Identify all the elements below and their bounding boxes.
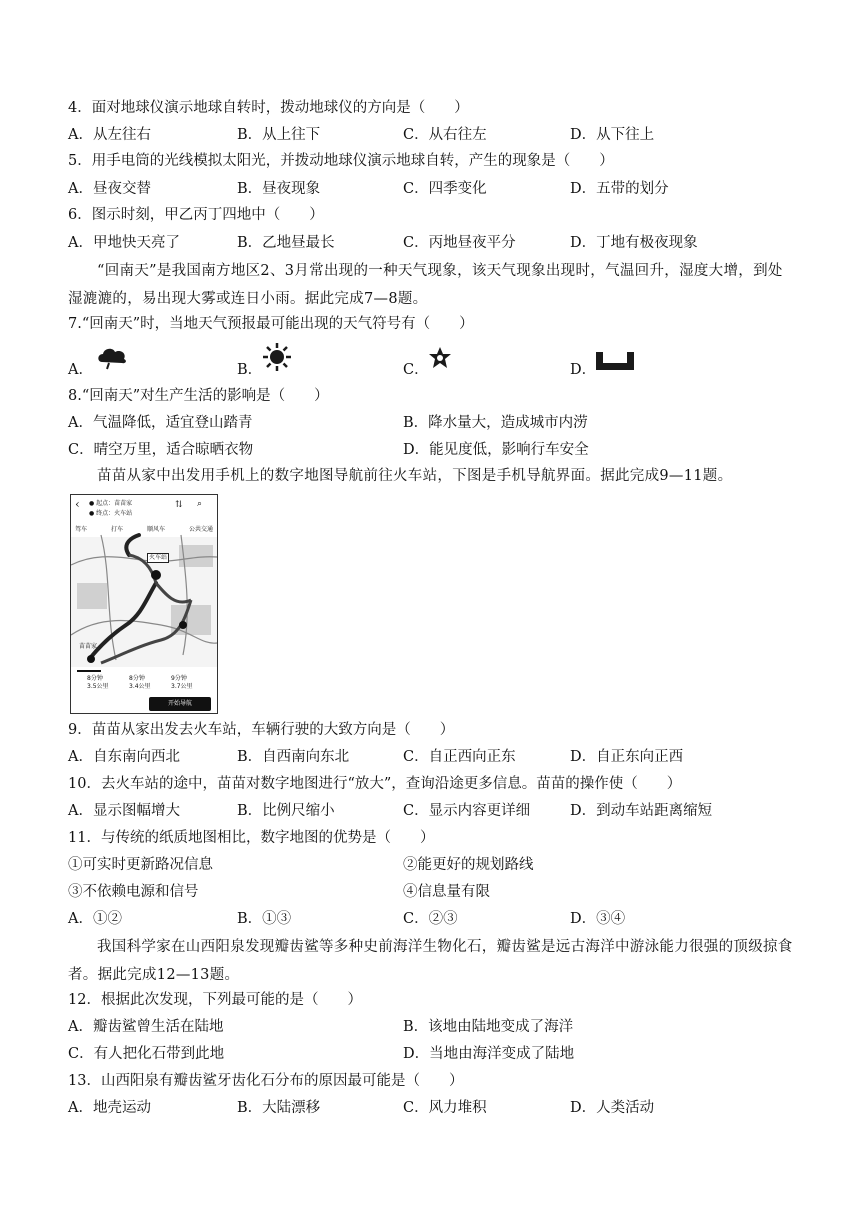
map-start-label: ● 起点：苗苗家 [89,500,133,507]
q5-option-b[interactable]: B．昼夜现象 [237,181,321,197]
q4-option-c[interactable]: C．从右往左 [403,127,487,143]
q11-option-d[interactable]: D．③④ [570,911,626,927]
q12-stem: 12．根据此次发现，下列最可能的是（ ） [68,992,362,1008]
start-navigation-button[interactable]: 开始导航 [167,700,192,707]
q8-option-d[interactable]: D．能见度低，影响行车安全 [403,442,589,458]
q9-option-b[interactable]: B．自西南向东北 [237,749,350,765]
q11-item-4: ④信息量有限 [403,884,490,900]
q12-option-c[interactable]: C．有人把化石带到此地 [68,1046,225,1062]
q5-option-c[interactable]: C．四季变化 [403,181,487,197]
q8-option-c[interactable]: C．晴空万里，适合晾晒衣物 [68,442,254,458]
back-arrow-icon[interactable]: ‹ [75,497,80,511]
q12-option-b[interactable]: B．该地由陆地变成了海洋 [403,1019,574,1035]
q6-option-c[interactable]: C．丙地昼夜平分 [403,235,516,251]
q11-item-1: ①可实时更新路况信息 [68,857,213,873]
station-marker-label: 火车站 [149,554,168,561]
q13-option-d[interactable]: D．人类活动 [570,1100,655,1116]
q8-stem: 8.“回南天”对生产生活的影响是（ ） [68,388,329,404]
q7-stem: 7.“回南天”时，当地天气预报最可能出现的天气符号有（ ） [68,316,474,332]
swap-icon[interactable]: ⇅ [175,500,183,510]
home-marker-label: 苗苗家 [79,643,98,650]
q9-option-c[interactable]: C．自正西向正东 [403,749,516,765]
tab-drive[interactable]: 驾车 [75,526,88,533]
q4-stem: 4．面对地球仪演示地球自转时，拨动地球仪的方向是（ ） [68,100,469,116]
q5-option-a[interactable]: A．昼夜交替 [68,181,151,197]
navigation-map [70,494,218,714]
q5-stem: 5．用手电筒的光线模拟太阳光，并拨动地球仪演示地球自转，产生的现象是（ ） [68,153,614,169]
map-end-label: ● 终点：火车站 [89,510,133,517]
tab-transit[interactable]: 公共交通 [188,526,213,533]
q10-option-d[interactable]: D．到动车站距离缩短 [570,803,713,819]
q6-option-b[interactable]: B．乙地昼最长 [237,235,335,251]
q6-option-a[interactable]: A．甲地快天亮了 [68,235,180,251]
q11-item-3: ③不依赖电源和信号 [68,884,199,900]
q10-option-a[interactable]: A．显示图幅增大 [68,803,180,819]
q7-option-b[interactable]: B． [237,362,263,378]
q4-option-a[interactable]: A．从左往右 [68,127,151,143]
fog-icon [595,351,635,371]
q6-option-d[interactable]: D．丁地有极夜现象 [570,235,698,251]
q9-option-d[interactable]: D．自正东向正西 [570,749,684,765]
q11-item-2: ②能更好的规划路线 [403,857,534,873]
q8-option-a[interactable]: A．气温降低，适宜登山踏青 [68,415,253,431]
q11-option-c[interactable]: C．②③ [403,911,458,927]
q13-option-a[interactable]: A．地壳运动 [68,1100,151,1116]
route-option-3[interactable]: 9分钟 3.7公里 [171,675,193,690]
q6-stem: 6．图示时刻，甲乙丙丁四地中（ ） [68,207,324,223]
q13-stem: 13．山西阳泉有瓣齿鲨牙齿化石分布的原因最可能是（ ） [68,1073,464,1089]
q13-option-c[interactable]: C．风力堆积 [403,1100,487,1116]
q11-option-a[interactable]: A．①② [68,911,122,927]
tab-carpool[interactable]: 顺风车 [146,526,165,533]
q7-option-c[interactable]: C． [403,362,429,378]
q9-stem: 9．苗苗从家出发去火车站，车辆行驶的大致方向是（ ） [68,722,455,738]
q12-option-d[interactable]: D．当地由海洋变成了陆地 [403,1046,575,1062]
q11-option-b[interactable]: B．①③ [237,911,292,927]
q9-option-a[interactable]: A．自东南向西北 [68,749,180,765]
q8-option-b[interactable]: B．降水量大，造成城市内涝 [403,415,588,431]
q13-option-b[interactable]: B．大陆漂移 [237,1100,321,1116]
passage-navigation: 苗苗从家中出发用手机上的数字地图导航前往火车站，下图是手机导航界面。据此完成9—11题。 [97,468,733,484]
q10-option-b[interactable]: B．比例尺缩小 [237,803,335,819]
q4-option-b[interactable]: B．从上往下 [237,127,321,143]
q10-option-c[interactable]: C．显示内容更详细 [403,803,531,819]
tab-taxi[interactable]: 打车 [110,526,123,533]
search-icon[interactable]: ⌕ [197,499,203,509]
rain-cloud-icon [96,346,130,370]
sun-icon [262,342,292,372]
q12-option-a[interactable]: A．瓣齿鲨曾生活在陆地 [68,1019,224,1035]
q5-option-d[interactable]: D．五带的划分 [570,181,669,197]
q7-option-d[interactable]: D． [570,362,597,378]
route-option-1[interactable]: 8分钟 3.5公里 [87,675,109,690]
q10-stem: 10．去火车站的途中，苗苗对数字地图进行“放大”，查询沿途更多信息。苗苗的操作使（ ） [68,776,682,792]
route-option-2[interactable]: 8分钟 3.4公里 [129,675,151,690]
q11-stem: 11．与传统的纸质地图相比，数字地图的优势是（ ） [68,830,435,846]
snowflake-icon [428,346,452,370]
passage-huinantian: “回南天”是我国南方地区2、3月常出现的一种天气现象，该天气现象出现时，气温回升，湿度大增，到处湿漉漉的，易出现大雾或连日小雨。据此完成7—8题。 [68,263,783,307]
q7-option-a[interactable]: A． [68,362,93,378]
q4-option-d[interactable]: D．从下往上 [570,127,655,143]
passage-fossil: 我国科学家在山西阳泉发现瓣齿鲨等多种史前海洋生物化石，瓣齿鲨是远古海洋中游泳能力很强的顶级掠食者。据此完成12—13题。 [68,939,793,983]
